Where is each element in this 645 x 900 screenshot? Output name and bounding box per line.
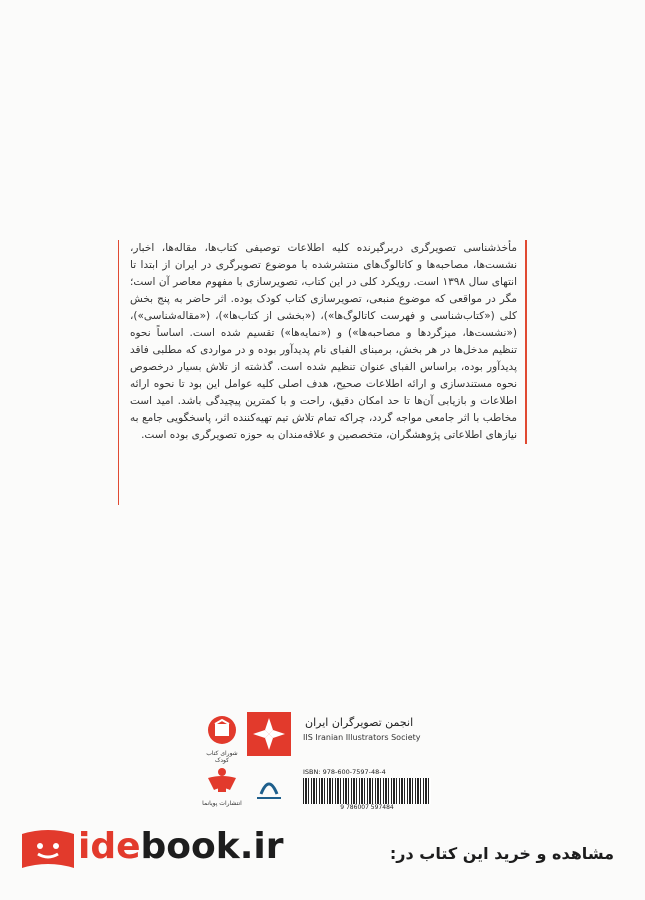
buy-cta[interactable]: مشاهده و خرید این کتاب در:: [389, 844, 614, 863]
idebook-brand[interactable]: [78, 826, 283, 867]
brand-prefix: ide: [78, 826, 141, 867]
left-divider: [118, 240, 119, 505]
idebook-banner[interactable]: [8, 818, 638, 878]
ofogh-caption: انتشارات پویانما: [202, 800, 242, 807]
book-face-icon: [18, 824, 78, 872]
iis-name-fa: انجمن تصویرگران ایران: [305, 716, 414, 729]
brand-suffix: book.ir: [140, 826, 284, 867]
isbn-text: ISBN: 978-600-7597-48-4: [303, 768, 386, 776]
iis-logo: [247, 712, 291, 756]
publisher-logos: [200, 712, 440, 812]
barcode: [303, 778, 431, 804]
description-paragraph: مأخذشناسی تصویرگری دربرگیرنده کلیه اطلاعات توصیفی کتاب‌ها، مقاله‌ها، اخبار، نشست‌ها، مصاحبه‌ها و کاتالوگ‌های منتشرشده با موضوع تصویرگری در ایران از ابتدا تا انتهای سال ۱۳۹۸ است. رویکرد کلی در این کتاب، تصویرسازی با مفهوم معاصر آن است؛ مگر در مواقعی که موضوع منبعی، تصویرسازی کتاب کودک بوده. اثر حاضر به پنج بخش کلی («کتاب‌شناسی و فهرست کاتالوگ‌ها»)، («بخشی از کتاب‌ها»)، («مقاله‌شناسی»)، («نشست‌ها، میزگردها و مصاحبه‌ها») و («نمایه‌ها») تقسیم شده است. اساساً نحوه تنظیم مدخل‌ها در هر بخش، برمبنای الفبای نام پدیدآور بوده و در مواردی که مطلبی فاقد پدیدآور بوده، براساس الفبای عنوان تنظیم شده است. گذشته از تلاش بسیار درخصوص نحوه مستندسازی و ارائه اطلاعات صحیح، هدف اصلی کلیه عوامل این بود تا نحوه ارائه اطلاعات و بازیابی آن‌ها تا حد امکان دقیق، راحت و با کمترین پیچیدگی باشد. امید است مخاطب با اثر جامعی مواجه گردد، چراکه تمام تلاش تیم تهیه‌کننده اثر، پاسخگویی جامع به نیازهای اطلاعاتی پژوهشگران، متخصصین و علاقه‌مندان به حوزه تصویرگری بوده است.: [130, 240, 527, 444]
danesh-logo: [247, 764, 291, 808]
barcode-digits: 9 786007 597484: [340, 804, 394, 811]
iis-name-en: IIS Iranian Illustrators Society: [303, 733, 421, 742]
kids-council-caption: شورای کتاب کودک: [206, 750, 238, 764]
